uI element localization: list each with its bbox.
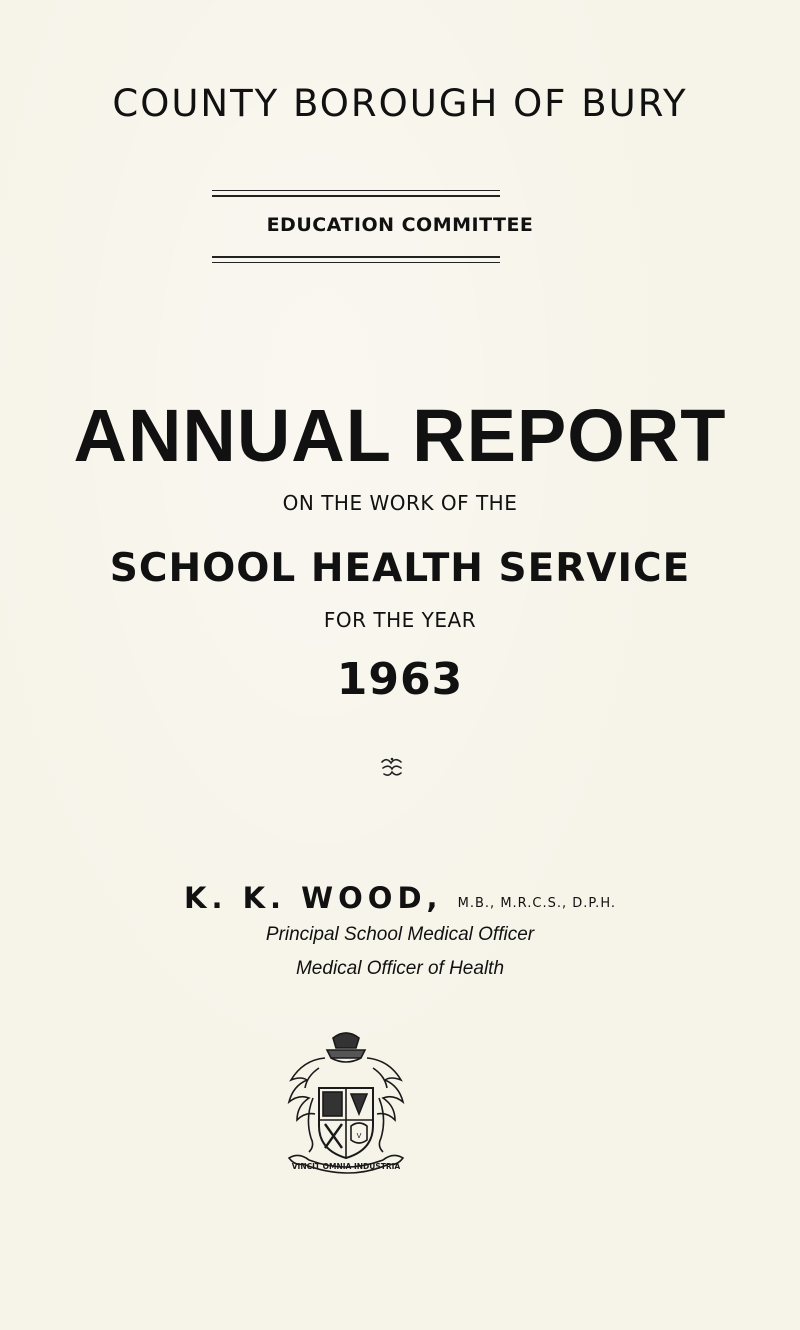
author-name: K. K. WOOD, — [183, 881, 443, 915]
borough-name: COUNTY BOROUGH OF BURY — [112, 82, 688, 125]
report-subtitle: ON THE WORK OF THE — [282, 491, 518, 515]
divider-bottom-2 — [212, 262, 500, 263]
author-qualifications: M.B., M.R.C.S., D.P.H. — [457, 896, 616, 911]
author-role-health: Medical Officer of Health — [295, 958, 505, 979]
svg-text:V: V — [356, 1132, 362, 1140]
report-title: ANNUAL REPORT — [73, 394, 727, 477]
author-line — [0, 881, 800, 915]
for-year-label: FOR THE YEAR — [323, 608, 477, 632]
report-year: 1963 — [336, 654, 464, 705]
committee-name: EDUCATION COMMITTEE — [266, 214, 534, 236]
motto: VINCIT OMNIA INDUSTRIA — [291, 1162, 401, 1171]
divider-top-1 — [212, 190, 500, 191]
coat-of-arms-icon — [283, 1028, 409, 1178]
divider-bottom-1 — [212, 256, 500, 258]
ornament-icon — [378, 756, 406, 780]
author-role-school: Principal School Medical Officer — [265, 924, 535, 945]
divider-top-2 — [212, 195, 500, 197]
service-title: SCHOOL HEALTH SERVICE — [109, 546, 691, 591]
